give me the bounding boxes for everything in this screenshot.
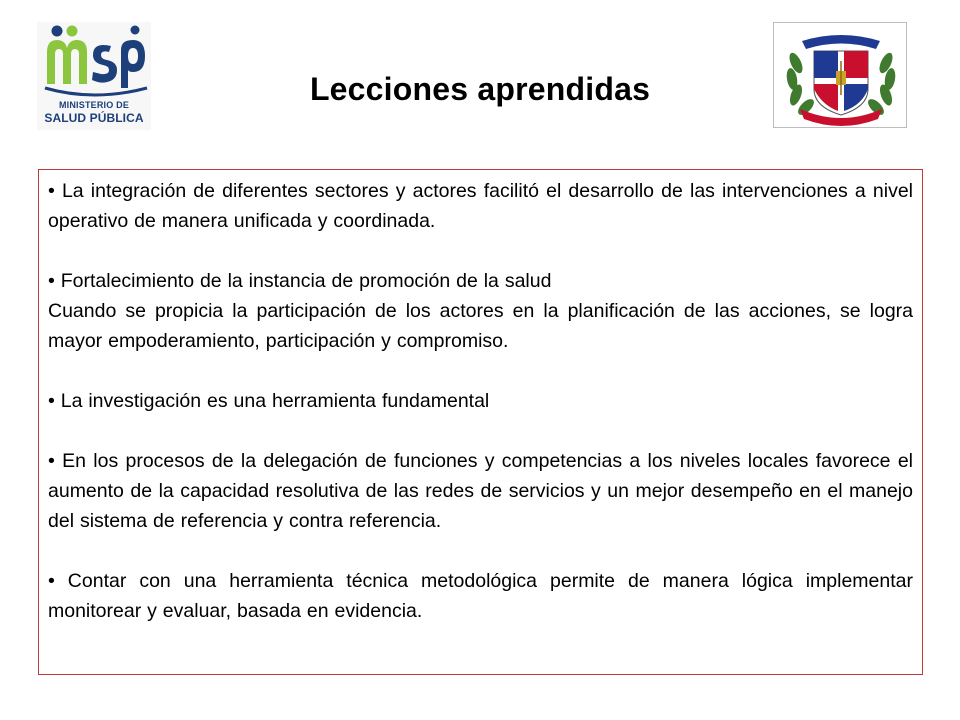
msp-logo bbox=[37, 22, 151, 130]
lesson-item-4: • En los procesos de la delegación de funciones y competencias a los niveles locales favorece el aumento de la capacidad resolutiva de las redes de servicios y un mejor desempeño en el manejo del sistema de referencia y contra referencia. bbox=[48, 450, 913, 532]
lesson-item-1: • La integración de diferentes sectores y actores facilitó el desarrollo de las intervenciones a nivel operativo de manera unificada y coordinada. bbox=[48, 180, 913, 232]
logo-line-ministerio: MINISTERIO DE bbox=[58, 100, 130, 110]
lesson-item-2-body: Cuando se propicia la participación de los actores en la planificación de las acciones, se logra mayor empoderamiento, participación y compromiso. bbox=[48, 300, 913, 352]
lesson-item-2-heading: • Fortalecimiento de la instancia de promoción de la salud bbox=[48, 270, 552, 292]
lesson-item-3: • La investigación es una herramienta fundamental bbox=[48, 390, 490, 412]
coat-of-arms-icon bbox=[774, 23, 908, 129]
page-title: Lecciones aprendidas bbox=[309, 71, 651, 107]
coat-of-arms-frame bbox=[773, 22, 907, 128]
lesson-item-5: • Contar con una herramienta técnica metodológica permite de manera lógica implementar monitorear y evaluar, basada en evidencia. bbox=[48, 570, 913, 622]
lessons-content-box bbox=[38, 169, 923, 675]
logo-line-salud-publica: SALUD PÚBLICA bbox=[44, 111, 144, 125]
msp-mark-icon bbox=[37, 22, 151, 102]
